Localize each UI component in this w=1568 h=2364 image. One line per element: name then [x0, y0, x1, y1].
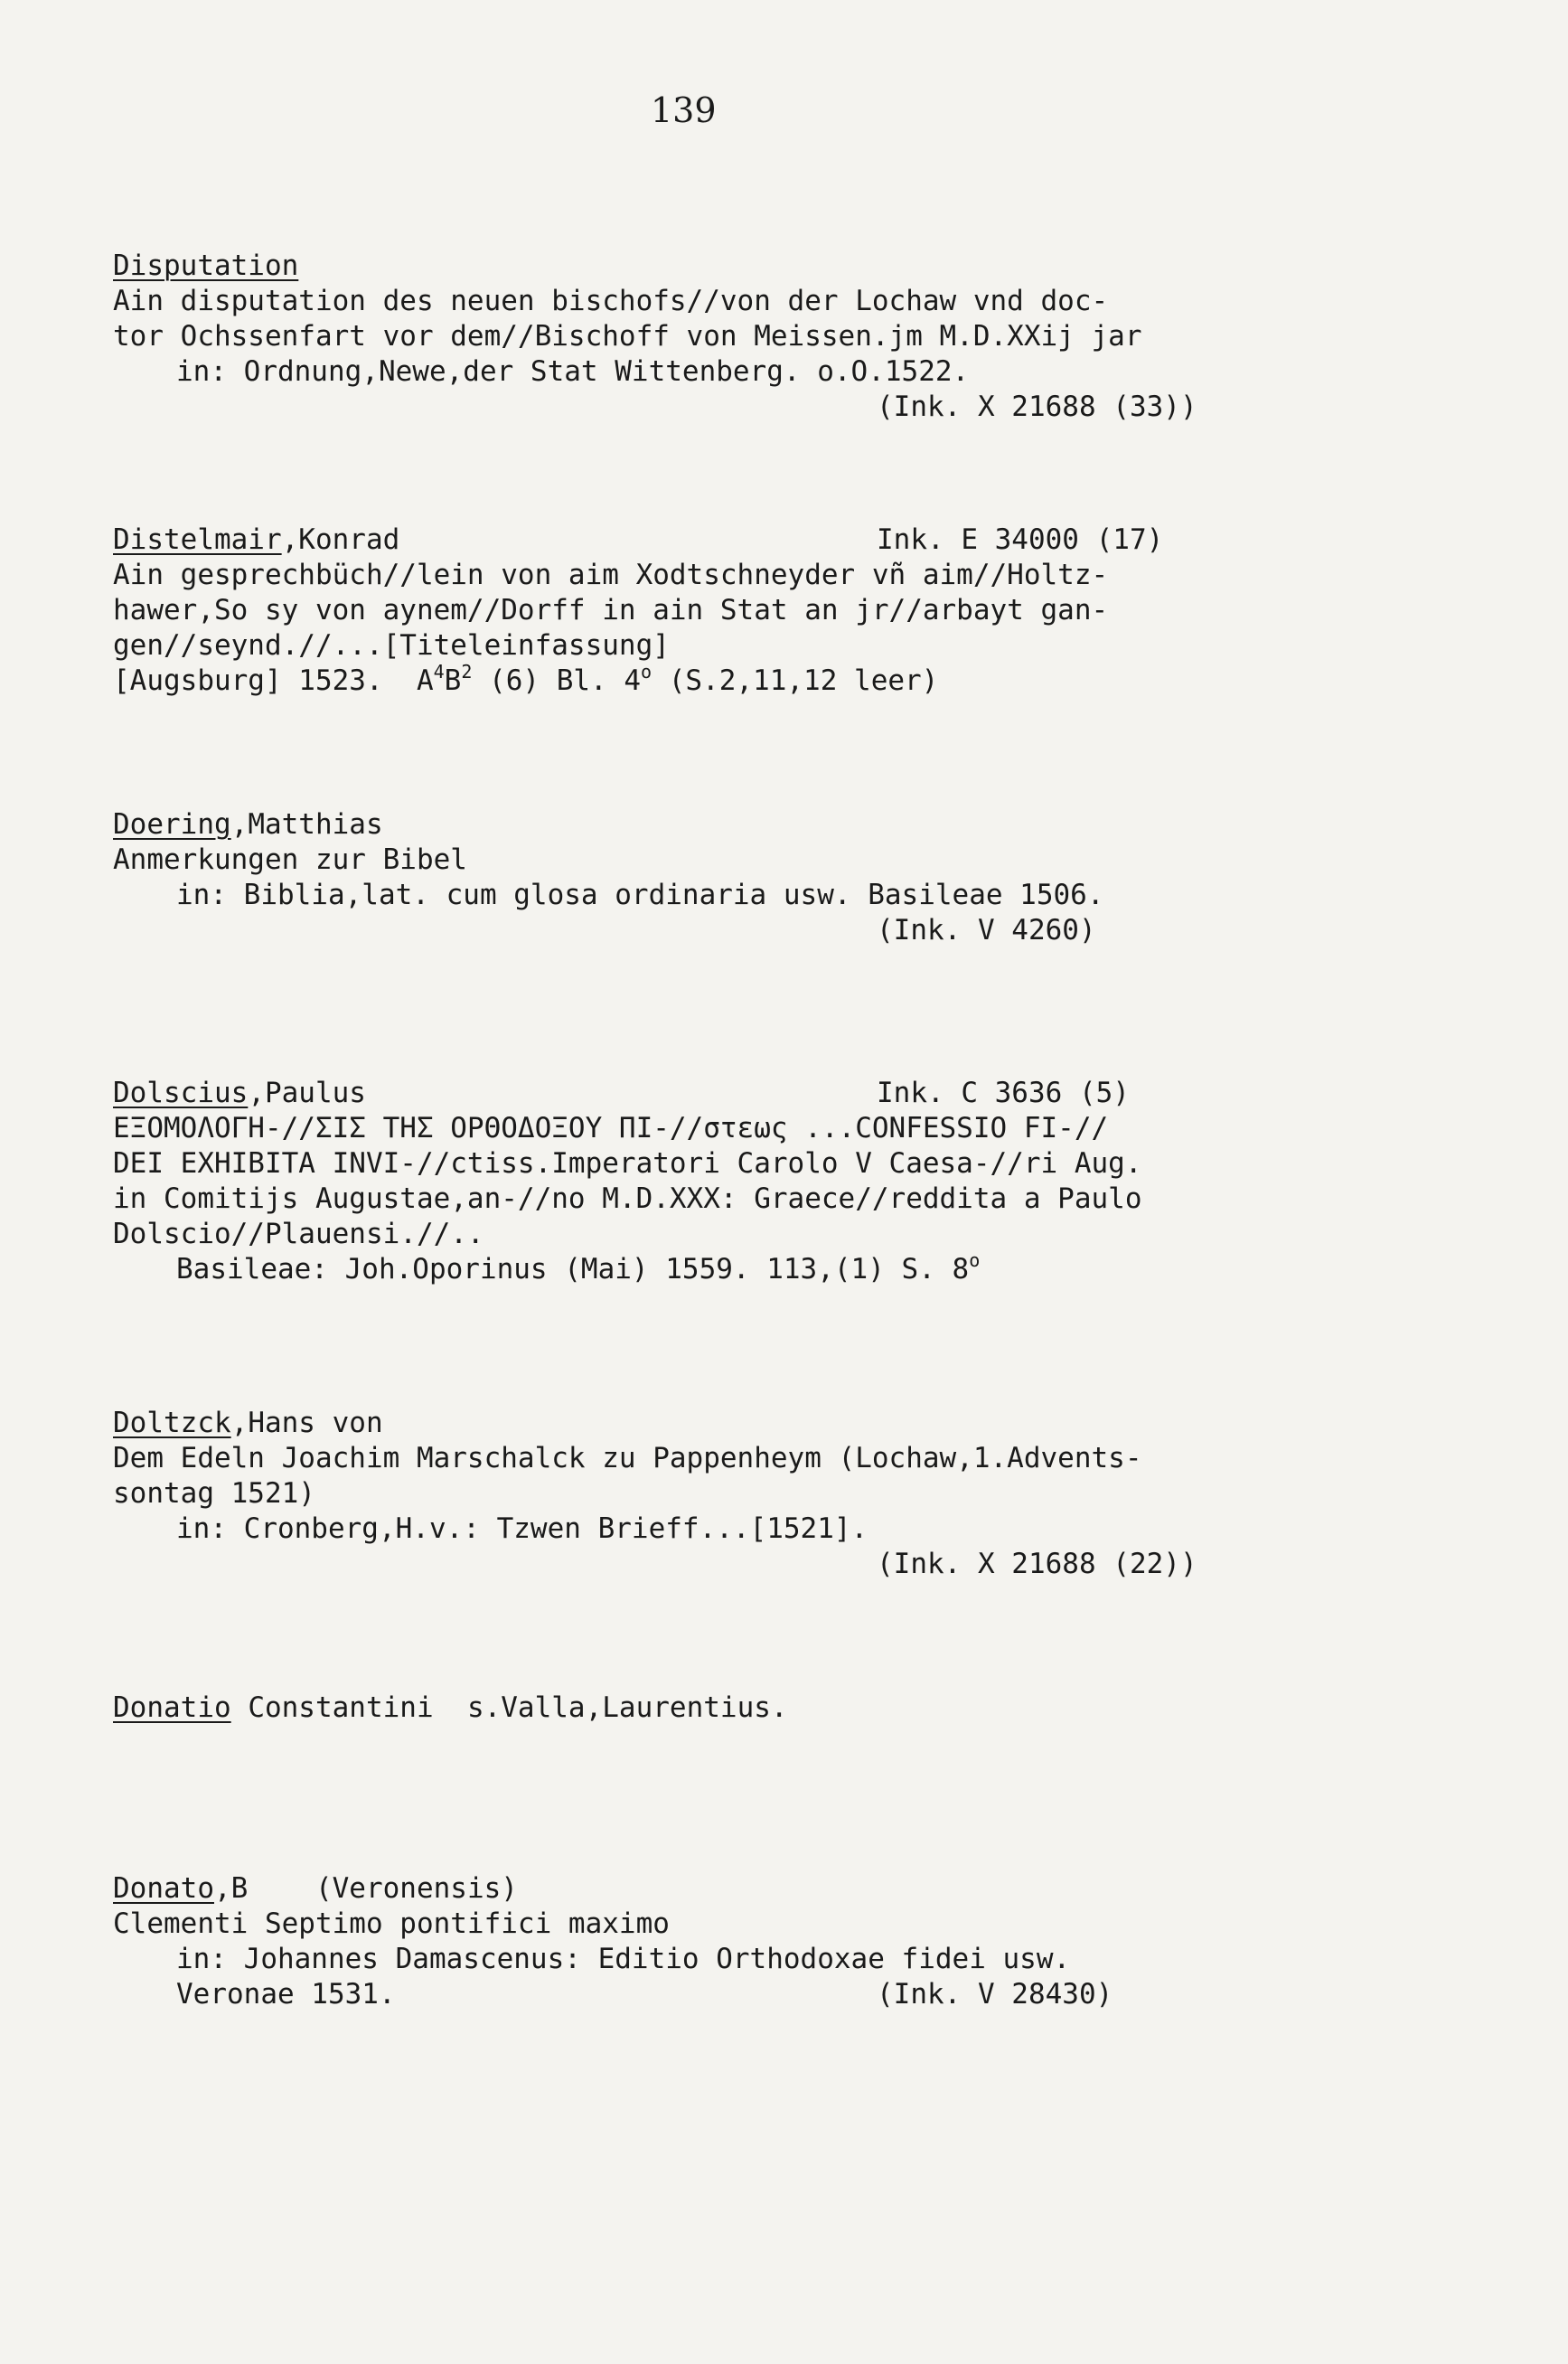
page-number: 139	[651, 90, 717, 130]
entry-heading-rest: Constantini s.Valla,Laurentius.	[230, 1691, 788, 1724]
entry-heading-rest: ,Konrad	[281, 523, 400, 556]
entry-heading: Disputation	[113, 250, 299, 282]
entry-text-line: hawer,So sy von aynem//Dorff in ain Stat an jr//arbayt gan-	[113, 594, 1109, 626]
entry-in-line: in: Ordnung,Newe,der Stat Wittenberg. o.O.1522.	[176, 355, 970, 388]
entry-heading-rest: ,Hans von	[230, 1407, 383, 1439]
entry-text-line: Dem Edeln Joachim Marschalck zu Pappenheym (Lochaw,1.Advents-	[113, 1442, 1142, 1474]
entry-text-line: DEI EXHIBITA INVI-//ctiss.Imperatori Carolo V Caesa-//ri Aug.	[113, 1147, 1142, 1180]
entry-text-line: Anmerkungen zur Bibel	[113, 843, 467, 876]
entry-shelfmark: (Ink. X 21688 (33))	[877, 391, 1197, 423]
entry-text-line: in Comitijs Augustae,an-//no M.D.XXX: Graece//reddita a Paulo	[113, 1182, 1142, 1215]
entry-imprint: Basileae: Joh.Oporinus (Mai) 1559. 113,(1) S. 8$^o$	[176, 1248, 981, 1286]
entry-heading-rest: ,Matthias	[230, 808, 383, 841]
entry-text-line: ΕΞΟΜΟΛΟΓΗ-//ΣΙΣ ΤΗΣ ΟΡΘΟΔΟΞΟΥ ΠΙ-//στεως ...CONFESSIO FI-//	[113, 1112, 1109, 1144]
entry-in-line: in: Biblia,lat. cum glosa ordinaria usw. Basileae 1506.	[176, 879, 1104, 911]
entry-doltzck	[113, 1406, 1315, 1582]
entry-heading: Doltzck	[113, 1407, 231, 1439]
entry-heading-rest: ,Paulus	[248, 1077, 366, 1109]
entry-donatio	[113, 1691, 1315, 1726]
entry-text-line: Clementi Septimo pontifici maximo	[113, 1907, 670, 1940]
entry-shelfmark: Ink. C 3636 (5)	[877, 1077, 1130, 1109]
entry-text-line: tor Ochssenfart vor dem//Bischoff von Meissen.jm M.D.XXij jar	[113, 320, 1142, 353]
entry-heading: Donato	[113, 1872, 214, 1905]
entry-text-line: Ain disputation des neuen bischofs//von der Lochaw vnd doc-	[113, 285, 1109, 317]
entry-distelmair	[113, 523, 1315, 699]
entry-place-line: Veronae 1531.	[176, 1978, 396, 2011]
entry-heading: Distelmair	[113, 523, 282, 556]
entry-shelfmark: (Ink. X 21688 (22))	[877, 1548, 1197, 1580]
entry-shelfmark: Ink. E 34000 (17)	[877, 523, 1164, 556]
entry-doering	[113, 807, 1315, 948]
entry-heading: Dolscius	[113, 1077, 249, 1109]
entry-text-line: sontag 1521)	[113, 1477, 315, 1510]
entry-text-line: gen//seynd.//...[Titeleinfassung]	[113, 629, 670, 662]
entry-shelfmark: (Ink. V 4260)	[877, 914, 1096, 947]
entry-heading: Doering	[113, 808, 231, 841]
entry-text-line: Ain gesprechbüch//lein von aim Xodtschneyder vñ aim//Holtz-	[113, 559, 1109, 591]
entry-heading-rest: ,B (Veronensis)	[213, 1872, 518, 1905]
entry-text-line: Dolscio//Plauensi.//..	[113, 1218, 484, 1250]
entry-disputation	[113, 249, 1315, 425]
entry-shelfmark: (Ink. V 28430)	[877, 1978, 1113, 2011]
entry-in-line: in: Johannes Damascenus: Editio Orthodoxae fidei usw.	[176, 1943, 1071, 1975]
entry-in-line: in: Cronberg,H.v.: Tzwen Brieff...[1521].	[176, 1512, 869, 1545]
entry-dolscius	[113, 1076, 1315, 1287]
entry-heading: Donatio	[113, 1691, 231, 1724]
entry-imprint: [Augsburg] 1523. $A^4B^2$ (6) Bl. 4$^o$ (S.2,11,12 leer)	[113, 660, 939, 697]
entry-donato	[113, 1871, 1315, 2012]
